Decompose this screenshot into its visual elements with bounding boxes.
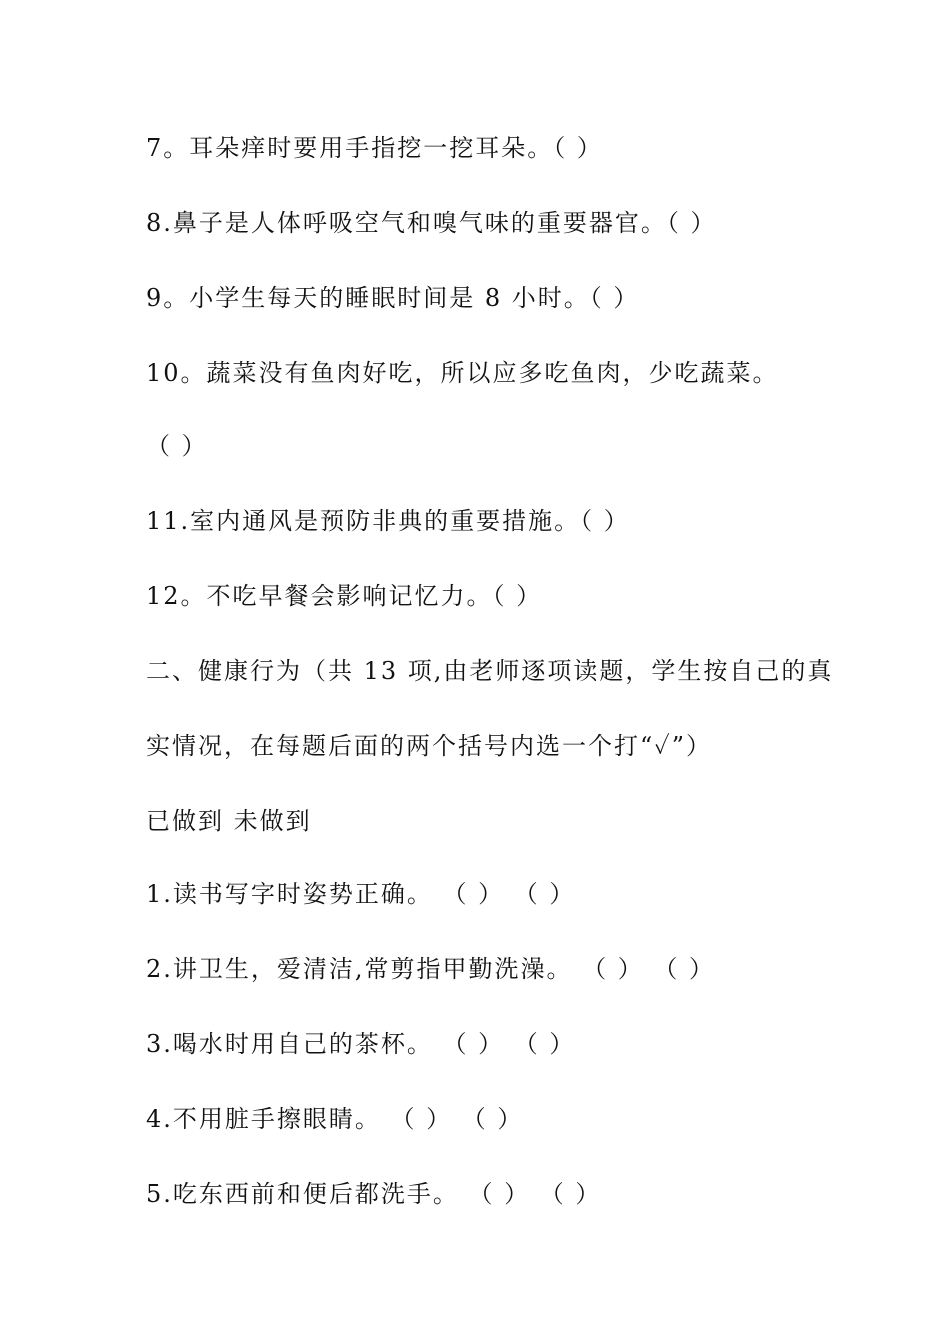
section-2-heading-line-1: 二、健康行为（共 13 项,由老师逐项读题，学生按自己的真 bbox=[146, 657, 834, 685]
behavior-5-line: 5.吃东西前和便后都洗手。 （ ） （ ） bbox=[146, 1180, 602, 1208]
question-10-answer-line: （ ） bbox=[146, 432, 208, 460]
question-11-line: 11.室内通风是预防非典的重要措施。（ ） bbox=[146, 507, 630, 535]
behavior-4-line: 4.不用脏手擦眼睛。 （ ） （ ） bbox=[146, 1105, 524, 1133]
column-headers-line: 已做到 未做到 bbox=[146, 807, 312, 835]
question-10-line: 10。蔬菜没有鱼肉好吃，所以应多吃鱼肉，少吃蔬菜。 bbox=[146, 359, 779, 387]
behavior-1-line: 1.读书写字时姿势正确。 （ ） （ ） bbox=[146, 880, 576, 908]
question-8-line: 8.鼻子是人体呼吸空气和嗅气味的重要器官。（ ） bbox=[146, 209, 717, 237]
question-7-line: 7。耳朵痒时要用手指挖一挖耳朵。（ ） bbox=[146, 134, 603, 162]
behavior-2-line: 2.讲卫生，爱清洁,常剪指甲勤洗澡。 （ ） （ ） bbox=[146, 955, 716, 983]
question-9-line: 9。小学生每天的睡眠时间是 8 小时。（ ） bbox=[146, 284, 640, 312]
behavior-3-line: 3.喝水时用自己的茶杯。 （ ） （ ） bbox=[146, 1030, 576, 1058]
question-12-line: 12。不吃早餐会影响记忆力。（ ） bbox=[146, 582, 543, 610]
section-2-heading-line-2: 实情况，在每题后面的两个括号内选一个打“✓”） bbox=[146, 732, 713, 760]
